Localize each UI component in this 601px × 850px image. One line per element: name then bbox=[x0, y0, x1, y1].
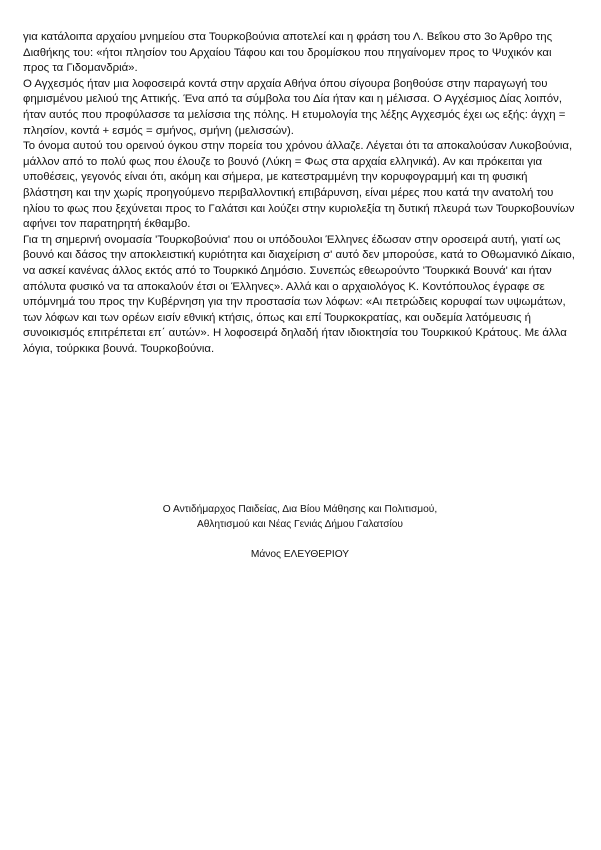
signature-title-line-2: Αθλητισμού και Νέας Γενιάς Δήμου Γαλατσίου bbox=[196, 519, 403, 530]
signature-name: Μάνος ΕΛΕΥΘΕΡΙΟΥ bbox=[250, 549, 350, 560]
paragraph-anchesmos: Ο Αγχεσμός ήταν μια λοφοσειρά κοντά στην αρχαία Αθήνα όπου σίγουρα βοηθούσε στην παραγωγή του φημισμένου μελιού της Αττικής. Ένα από τα σύμβολα του Δία ήταν και η μέλισσα. Ο Αγχέσμιος Δίας λοιπόν, ήταν αυτός που προφύλασσε τα μελίσσια της πόλης. Η ετυμολογία της λέξης Αγχεσμός έχει ως εξής: άγχη = πλησίον, κοντά + εσμός = σμήνος, σμήνη (μελισσών). bbox=[23, 77, 566, 137]
paragraph-lykovounia: Το όνομα αυτού του ορεινού όγκου στην πορεία του χρόνου άλλαζε. Λέγεται ότι τα αποκαλούσαν Λυκοβούνια, μάλλον από το πολύ φως που έλουζε το βουνό (Λύκη = Φως στα αρχαία ελληνικά). Αν και πρόκειται για υποθέσεις, γεγονός είναι ότι, ακόμη και σήμερα, με κατεστραμμένη την κορυφογραμμή και τη φυσική βλάστηση και την χωρίς προηγούμενο περιβαλλοντική επιβάρυνση, είναι μέρες που κατά την ανατολή του ηλίου το φως που ξεχύνεται προς το Γαλάτσι και λούζει στην κυριολεξία τη δυτική πλευρά των Τουρκοβουνίων αφήνει τον παρατηρητή έκθαμβο. bbox=[23, 140, 575, 231]
paragraph-ancient-monument: για κατάλοιπα αρχαίου μνημείου στα Τουρκοβούνια αποτελεί και η φράση του Λ. Βεΐκου στο 3ο Άρθρο της Διαθήκης του: «ήτοι πλησίον του Αρχαίου Τάφου και του δρομίσκου που πηγαίνομεν προς το Ψυχικόν και προς τα Γιδομανδριά». bbox=[23, 31, 553, 75]
paragraph-tourkovounia: Για τη σημερινή ονομασία 'Τουρκοβούνια' που οι υπόδουλοι Έλληνες έδωσαν στην οροσειρά αυτή, γιατί ως βουνό και δάσος την αποκλειστική κυριότητα και διαχείριση σ' αυτό δεν μπορούσε, κατά το Οθωμανικό Δίκαιο, να ασκεί κανένας άλλος εκτός από το Τουρκικό Δημόσιο. Συνεπώς εθεωρούντο 'Τουρκικά Βουνά' και ήταν απόλυτα φυσικό να τα αποκαλούν έτσι οι Έλληνες». Αλλά και ο αρχαιολόγος Κ. Κοντόπουλος έγραφε σε υπόμνημά του προς την Κυβέρνηση για την προστασία των λόφων: «Αι πετρώδεις κορυφαί των υψωμάτων, των λόφων και των ορέων εισίν εθνική κτήσις, όπως και επί Τουρκοκρατίας, και ουδεμία λατόμευσις ή συνοικισμός επιτρέπεται επ΄ αυτών». Η λοφοσειρά δηλαδή ήταν ιδιοκτησία του Τουρκικού Κράτους. Με άλλα λόγια, τούρκικα βουνά. Τουρκοβούνια. bbox=[23, 233, 575, 355]
signature-title bbox=[100, 502, 500, 532]
signature-title-line-1: Ο Αντιδήμαρχος Παιδείας, Δια Βίου Μάθησης και Πολιτισμού, bbox=[162, 504, 438, 515]
document-body bbox=[23, 30, 579, 357]
